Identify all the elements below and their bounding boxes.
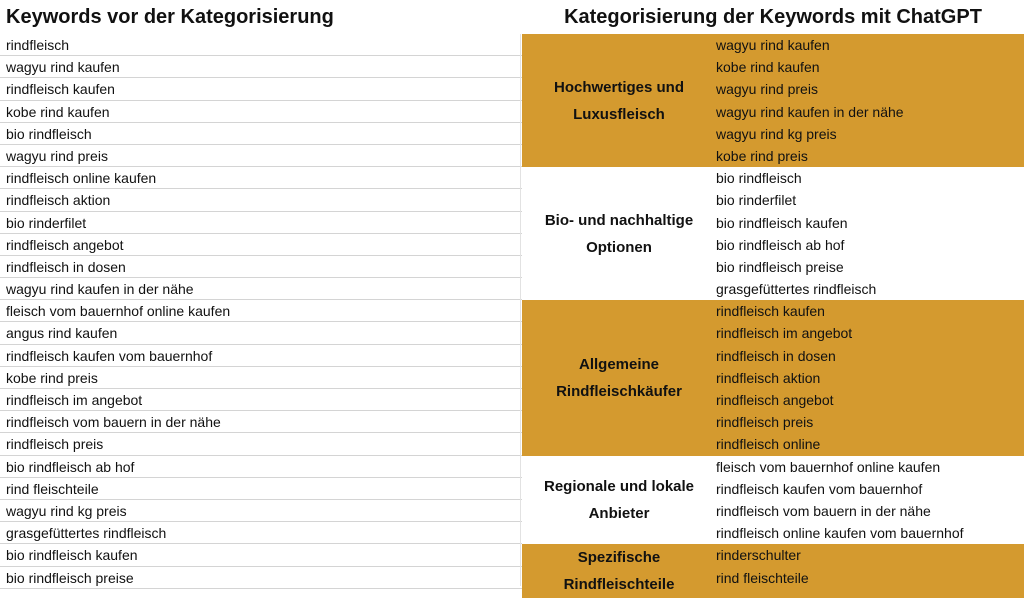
left-table-row: bio rindfleisch ab hof (0, 456, 522, 478)
category-keyword: rindfleisch angebot (716, 392, 834, 408)
category-keyword: rind fleischteile (716, 569, 809, 586)
category-keyword: wagyu rind kg preis (716, 125, 837, 142)
right-table (522, 0, 1024, 598)
category-keyword: rindfleisch preis (716, 414, 814, 431)
category-label: Hochwertiges und Luxusfleisch (553, 78, 684, 123)
right-table-body (522, 34, 1024, 598)
left-table-body (0, 34, 522, 589)
category-keyword: bio rindfleisch ab hof (716, 236, 845, 253)
right-table-header: Kategorisierung der Keywords mit ChatGPT (564, 5, 982, 28)
left-table-row: rindfleisch (0, 34, 522, 56)
category-keyword: rindfleisch kaufen (716, 303, 825, 320)
category-group (522, 456, 1024, 545)
left-table-row: kobe rind kaufen (0, 101, 522, 123)
left-table-row: bio rinderfilet (0, 212, 522, 234)
category-label: Regionale und lokale Anbieter (543, 477, 695, 522)
left-table-row: rindfleisch vom bauern in der nähe (0, 411, 522, 433)
left-table-row: rindfleisch im angebot (0, 389, 522, 411)
left-table-row: wagyu rind preis (0, 145, 522, 167)
category-keyword: rindfleisch aktion (716, 369, 821, 386)
column-divider (520, 34, 521, 586)
category-keyword: rinderschulter (716, 547, 801, 564)
left-table-row: bio rindfleisch kaufen (0, 544, 522, 566)
category-label: Allgemeine Rindfleischkäufer (556, 355, 682, 400)
left-table-row: fleisch vom bauernhof online kaufen (0, 300, 522, 322)
left-table-row: bio rindfleisch preise (0, 567, 522, 589)
category-keyword: rindfleisch online (716, 436, 821, 453)
left-table-row: rindfleisch kaufen (0, 78, 522, 100)
category-keyword: bio rindfleisch (716, 170, 802, 187)
category-keyword: grasgefüttertes rindfleisch (716, 281, 877, 298)
left-table-row: rindfleisch online kaufen (0, 167, 522, 189)
category-group (522, 167, 1024, 300)
category-keyword: wagyu rind kaufen in der nähe (716, 103, 904, 120)
category-keyword: kobe rind kaufen (716, 59, 820, 76)
left-table-row: kobe rind preis (0, 367, 522, 389)
category-keyword: rindfleisch in dosen (716, 347, 836, 364)
category-label: Bio- und nachhaltige Optionen (544, 211, 694, 256)
category-keyword-list (716, 167, 1024, 300)
left-table-row: bio rindfleisch (0, 123, 522, 145)
left-table-row: rindfleisch preis (0, 433, 522, 455)
category-keyword: wagyu rind preis (716, 81, 818, 98)
category-keyword-list (716, 456, 1024, 545)
category-keyword: bio rinderfilet (716, 192, 797, 209)
left-table-row: angus rind kaufen (0, 322, 522, 344)
left-table-row: rindfleisch angebot (0, 234, 522, 256)
category-keyword: bio rindfleisch preise (716, 258, 844, 275)
left-table-header: Keywords vor der Kategorisierung (6, 5, 334, 28)
category-keyword: kobe rind preis (716, 147, 808, 164)
category-keyword: rindfleisch vom bauern in der nähe (716, 502, 931, 519)
left-table-row: rindfleisch aktion (0, 189, 522, 211)
category-keyword-list (716, 300, 1024, 455)
left-table-row: wagyu rind kaufen in der nähe (0, 278, 522, 300)
left-table-row: rind fleischteile (0, 478, 522, 500)
category-group (522, 300, 1024, 455)
left-table-row: rindfleisch kaufen vom bauernhof (0, 345, 522, 367)
category-label: Spezifische Rindfleischteile (563, 549, 675, 594)
category-keyword: rindfleisch kaufen vom bauernhof (716, 480, 923, 497)
category-keyword: fleisch vom bauernhof online kaufen (716, 458, 941, 475)
category-keyword: wagyu rind kaufen (716, 37, 830, 53)
category-keyword: rindfleisch online kaufen vom bauernhof (716, 525, 964, 542)
category-keyword-list (716, 34, 1024, 167)
left-table-row: rindfleisch in dosen (0, 256, 522, 278)
category-keyword: bio rindfleisch kaufen (716, 214, 848, 231)
category-group (522, 34, 1024, 167)
left-table-row: wagyu rind kaufen (0, 56, 522, 78)
left-table-row: grasgefüttertes rindfleisch (0, 522, 522, 544)
category-keyword: rindfleisch im angebot (716, 325, 853, 342)
left-table-row: wagyu rind kg preis (0, 500, 522, 522)
